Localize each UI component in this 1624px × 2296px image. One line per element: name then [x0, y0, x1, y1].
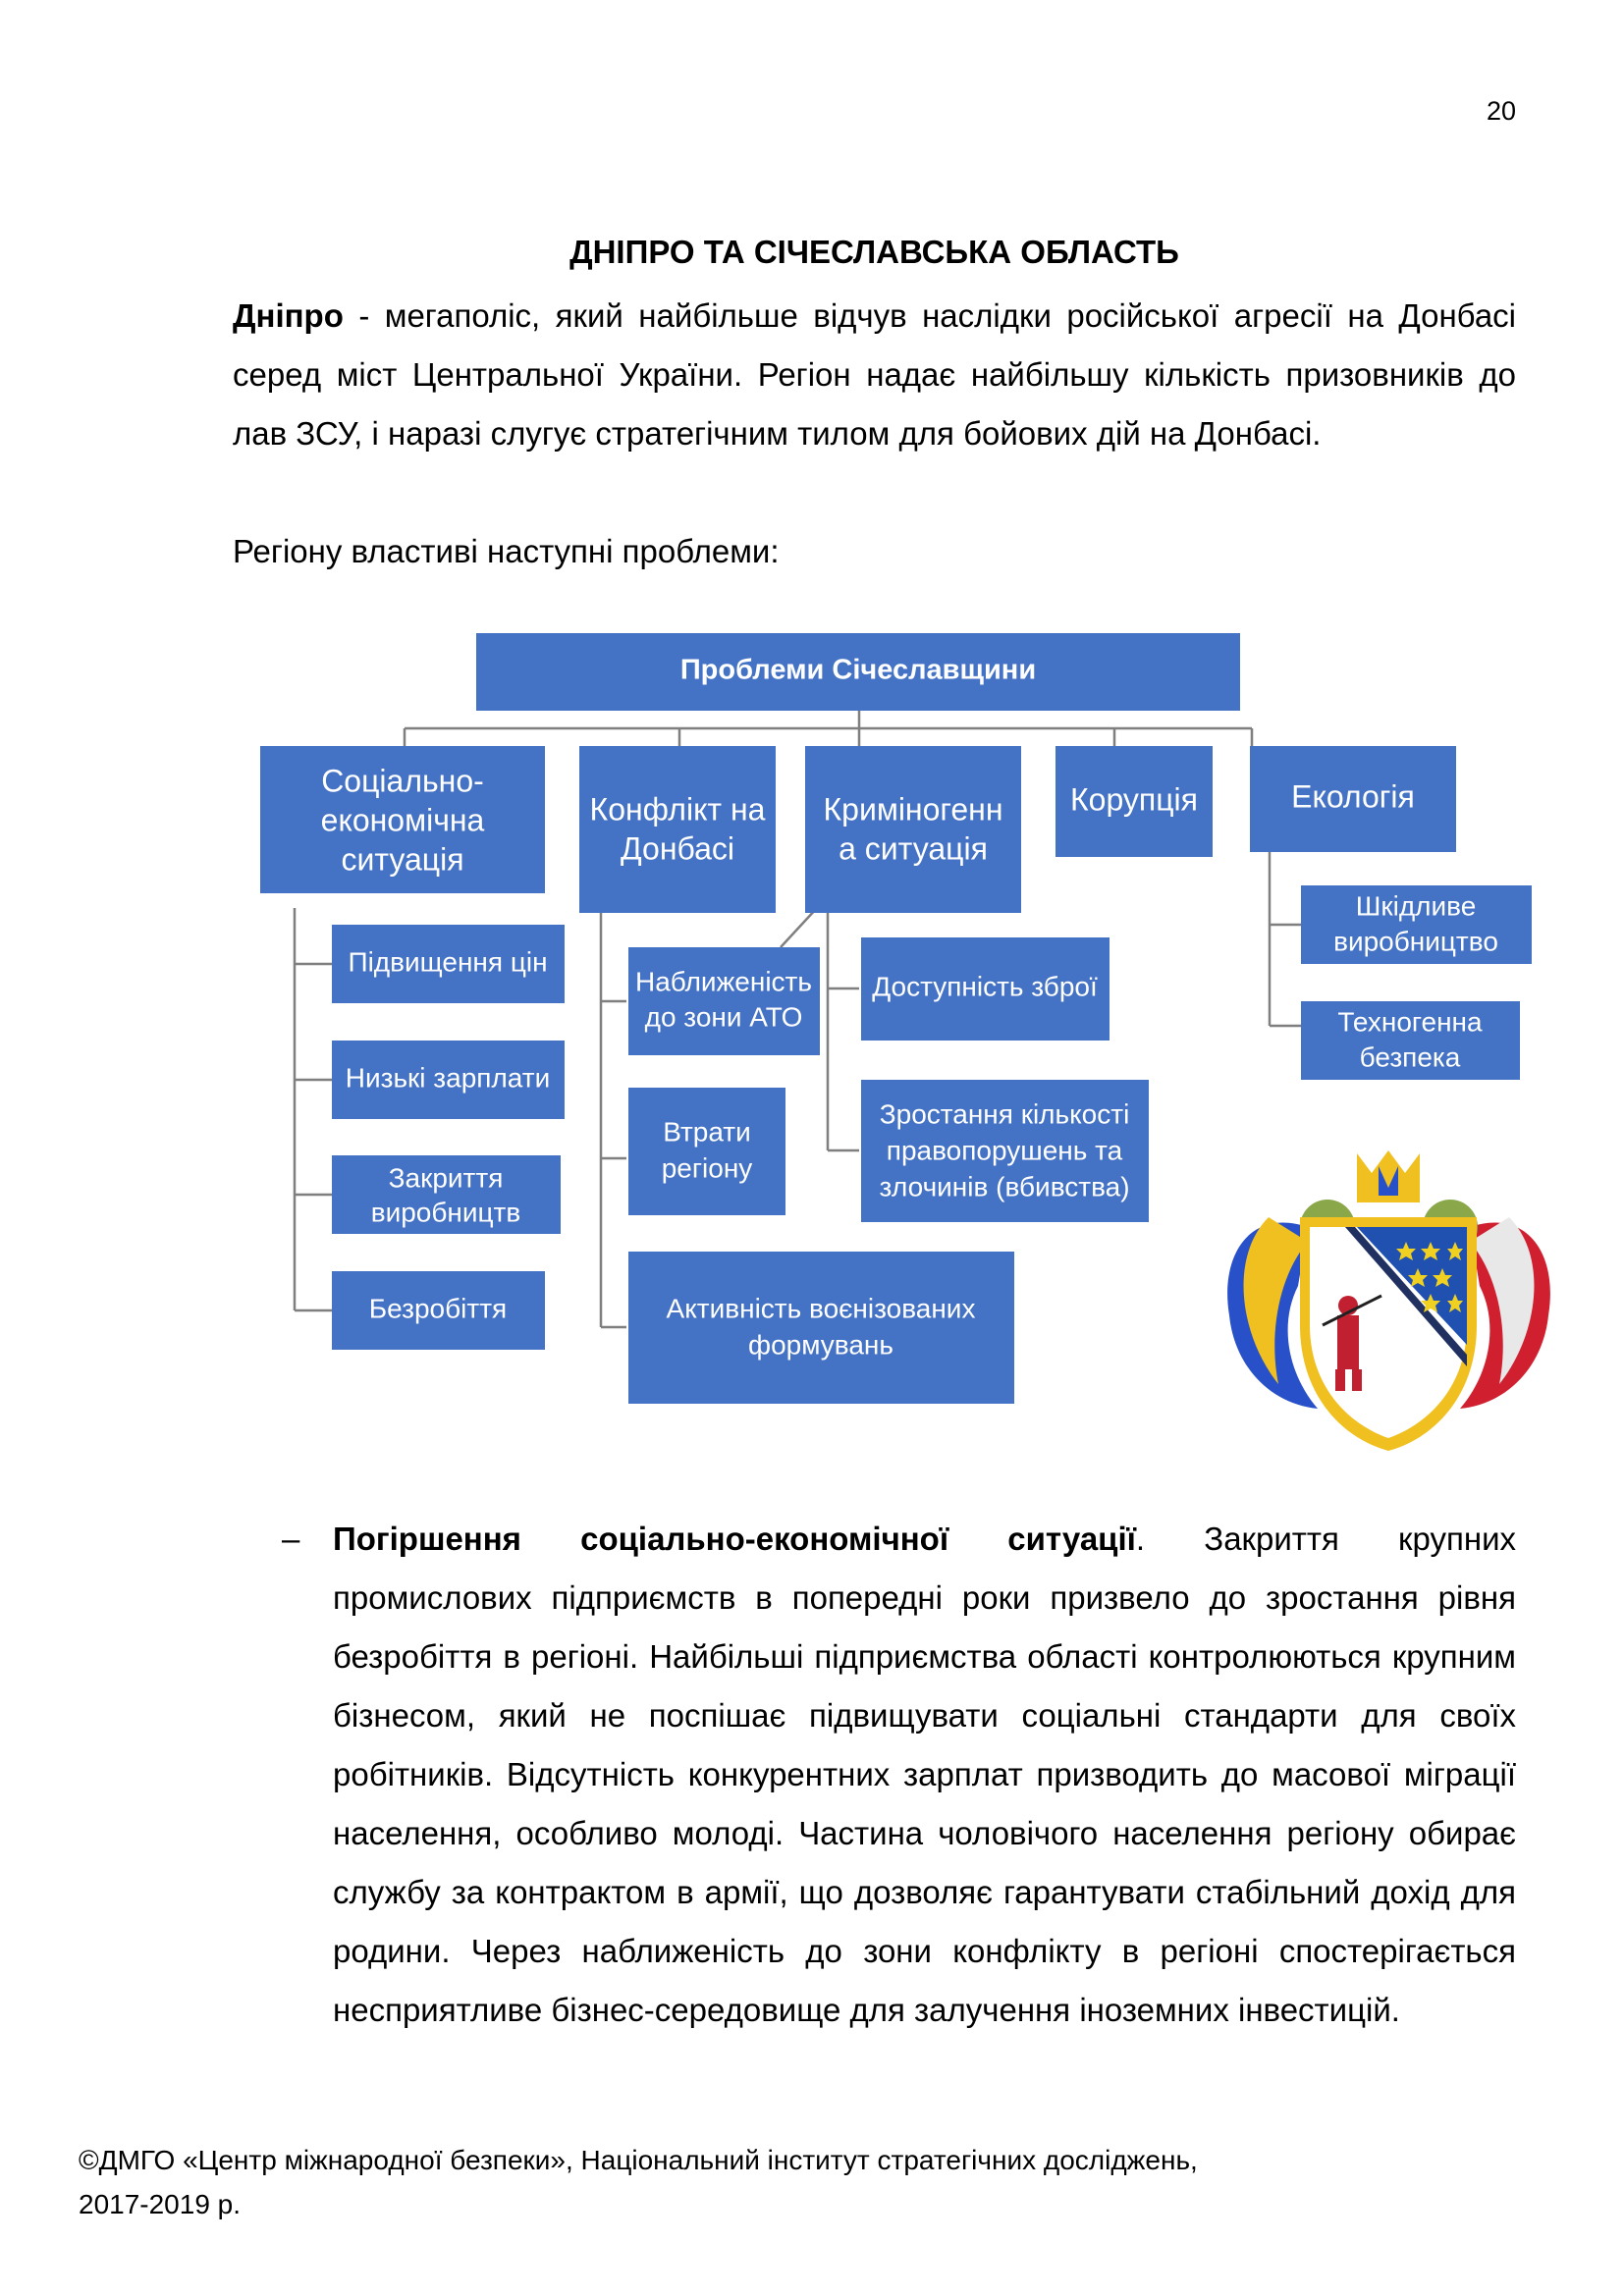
diagram-category-ecology [1250, 746, 1456, 852]
diagram-category-corruption [1056, 746, 1213, 857]
diagram-item-conflict-1 [628, 947, 820, 1055]
diagram-item-line: правопорушень та [886, 1135, 1123, 1166]
diagram-item-line: Наближеність [635, 966, 812, 997]
diagram-item-line: Шкідливе [1355, 890, 1477, 922]
diagram-item-social-3 [332, 1155, 561, 1234]
bullet-dash: – [282, 1521, 300, 1557]
problems-intro: Регіону властиві наступні проблеми: [233, 533, 780, 569]
footer [79, 2138, 1453, 2226]
diagram-item-conflict-2 [628, 1088, 785, 1215]
diagram-item-crime-1 [861, 937, 1110, 1041]
diagram-category-line: ситуація [341, 841, 464, 878]
diagram-item-social-1 [332, 925, 565, 1003]
diagram-item-ecology-1 [1301, 885, 1532, 964]
diagram-category-line: Корупція [1070, 781, 1198, 818]
diagram-category-line: Криміногенн [823, 791, 1003, 828]
diagram-item-line: регіону [661, 1152, 753, 1184]
diagram-item-line: Активність воєнізованих [666, 1293, 976, 1324]
diagram-category-conflict [579, 746, 776, 913]
intro-text: - мегаполіс, який найбільше відчув наслідки російської агресії на Донбасі серед міст Центральної України. Регіон надає найбільшу кількість призовників до лав ЗСУ, і наразі слугує стратегічним тилом для бойових дій на Донбасі. [233, 297, 1516, 452]
diagram-category-line: Екологія [1291, 778, 1415, 815]
diagram-item-conflict-3 [628, 1252, 1014, 1404]
diagram-item-line: Зростання кількості [879, 1098, 1130, 1130]
intro-paragraph [233, 287, 1516, 463]
diagram-item-social-2 [332, 1041, 565, 1119]
diagram-item-line: виробництво [1333, 926, 1498, 957]
intro-bold-word: Дніпро [233, 297, 344, 334]
diagram-item-line: Безробіття [368, 1293, 508, 1324]
diagram-item-ecology-2 [1301, 1001, 1520, 1080]
bullet-bold-heading: Погіршення соціально-економічної ситуації [333, 1521, 1136, 1557]
coat-of-arms-icon [1210, 1148, 1568, 1453]
diagram-item-line: Закриття [388, 1162, 504, 1194]
page-number: 20 [1486, 96, 1516, 126]
page-title: ДНІПРО ТА СІЧЕСЛАВСЬКА ОБЛАСТЬ [569, 234, 1179, 270]
diagram-item-crime-2 [861, 1080, 1149, 1222]
diagram-item-line: Техногенна [1337, 1006, 1483, 1038]
diagram-category-line: Соціально- [321, 763, 484, 799]
diagram-category-crime [805, 746, 1021, 913]
diagram-root-node [476, 633, 1240, 711]
diagram-category-social [260, 746, 545, 893]
diagram-item-line: Втрати [663, 1116, 751, 1148]
footer-line-1: ©ДМГО «Центр міжнародної безпеки», Національний інститут стратегічних досліджень, [79, 2145, 1198, 2175]
diagram-item-line: Низькі зарплати [345, 1062, 551, 1094]
bullet-body: . Закриття крупних промислових підприємств в попередні роки призвело до зростання рівня безробіття в регіоні. Найбільші підприємства області контролюються крупним бізнесом, який не поспішає підвищувати соціальні стандарти для своїх робітників. Відсутність конкурентних зарплат призводить до масової міграції населення, особливо молоді. Частина чоловічого населення регіону обирає службу за контрактом в армії, що дозволяє гарантувати стабільний дохід для родини. Через наближеність до зони конфлікту в регіоні спостерігається несприятливе бізнес-середовище для залучення іноземних інвестицій. [333, 1521, 1516, 2028]
footer-line-2: 2017-2019 р. [79, 2189, 242, 2219]
diagram-item-line: безпека [1359, 1041, 1461, 1073]
diagram-item-social-4 [332, 1271, 545, 1350]
diagram-root-label: Проблеми Січеславщини [679, 654, 1037, 686]
diagram-category-line: Донбасі [621, 830, 734, 867]
diagram-item-line: Підвищення цін [348, 946, 548, 978]
diagram-item-line: формувань [748, 1329, 893, 1361]
diagram-item-line: Доступність зброї [872, 971, 1098, 1002]
diagram-item-line: виробництв [370, 1197, 521, 1228]
diagram-item-line: злочинів (вбивства) [879, 1171, 1130, 1202]
bullet-text [333, 1510, 1516, 2040]
diagram-item-line: до зони АТО [644, 1001, 803, 1033]
diagram-category-line: економічна [320, 802, 485, 838]
diagram-category-line: Конфлікт на [589, 791, 766, 828]
diagram-category-line: а ситуація [839, 830, 988, 867]
